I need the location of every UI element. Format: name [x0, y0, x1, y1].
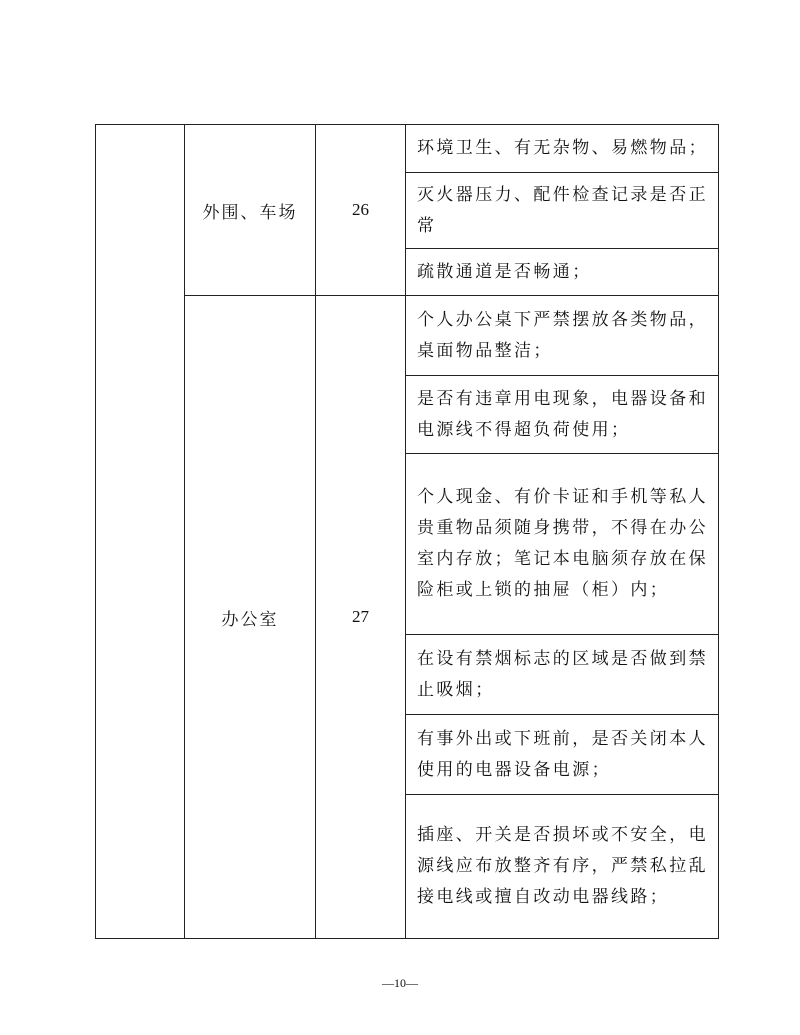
area-cell: 办公室	[185, 296, 316, 939]
item-cell: 灭火器压力、配件检查记录是否正常	[406, 173, 719, 249]
item-cell: 环境卫生、有无杂物、易燃物品；	[406, 125, 719, 173]
item-cell: 插座、开关是否损坏或不安全，电源线应布放整齐有序，严禁私拉乱接电线或擅自改动电器线路；	[406, 795, 719, 939]
item-cell: 疏散通道是否畅通；	[406, 249, 719, 296]
item-cell: 在设有禁烟标志的区域是否做到禁止吸烟；	[406, 635, 719, 715]
area-cell: 外围、车场	[185, 125, 316, 296]
item-cell: 个人现金、有价卡证和手机等私人贵重物品须随身携带，不得在办公室内存放；笔记本电脑须存放在保险柜或上锁的抽屉（柜）内；	[406, 454, 719, 635]
count-cell: 26	[316, 125, 406, 296]
table-row	[96, 125, 719, 173]
count-cell: 27	[316, 296, 406, 939]
item-cell: 个人办公桌下严禁摆放各类物品，桌面物品整洁；	[406, 296, 719, 376]
category-cell	[96, 125, 185, 939]
page-number: —10—	[382, 976, 418, 990]
item-cell: 有事外出或下班前，是否关闭本人使用的电器设备电源；	[406, 715, 719, 795]
item-cell: 是否有违章用电现象，电器设备和电源线不得超负荷使用；	[406, 376, 719, 454]
inspection-table	[95, 124, 719, 939]
table-row	[96, 296, 719, 376]
